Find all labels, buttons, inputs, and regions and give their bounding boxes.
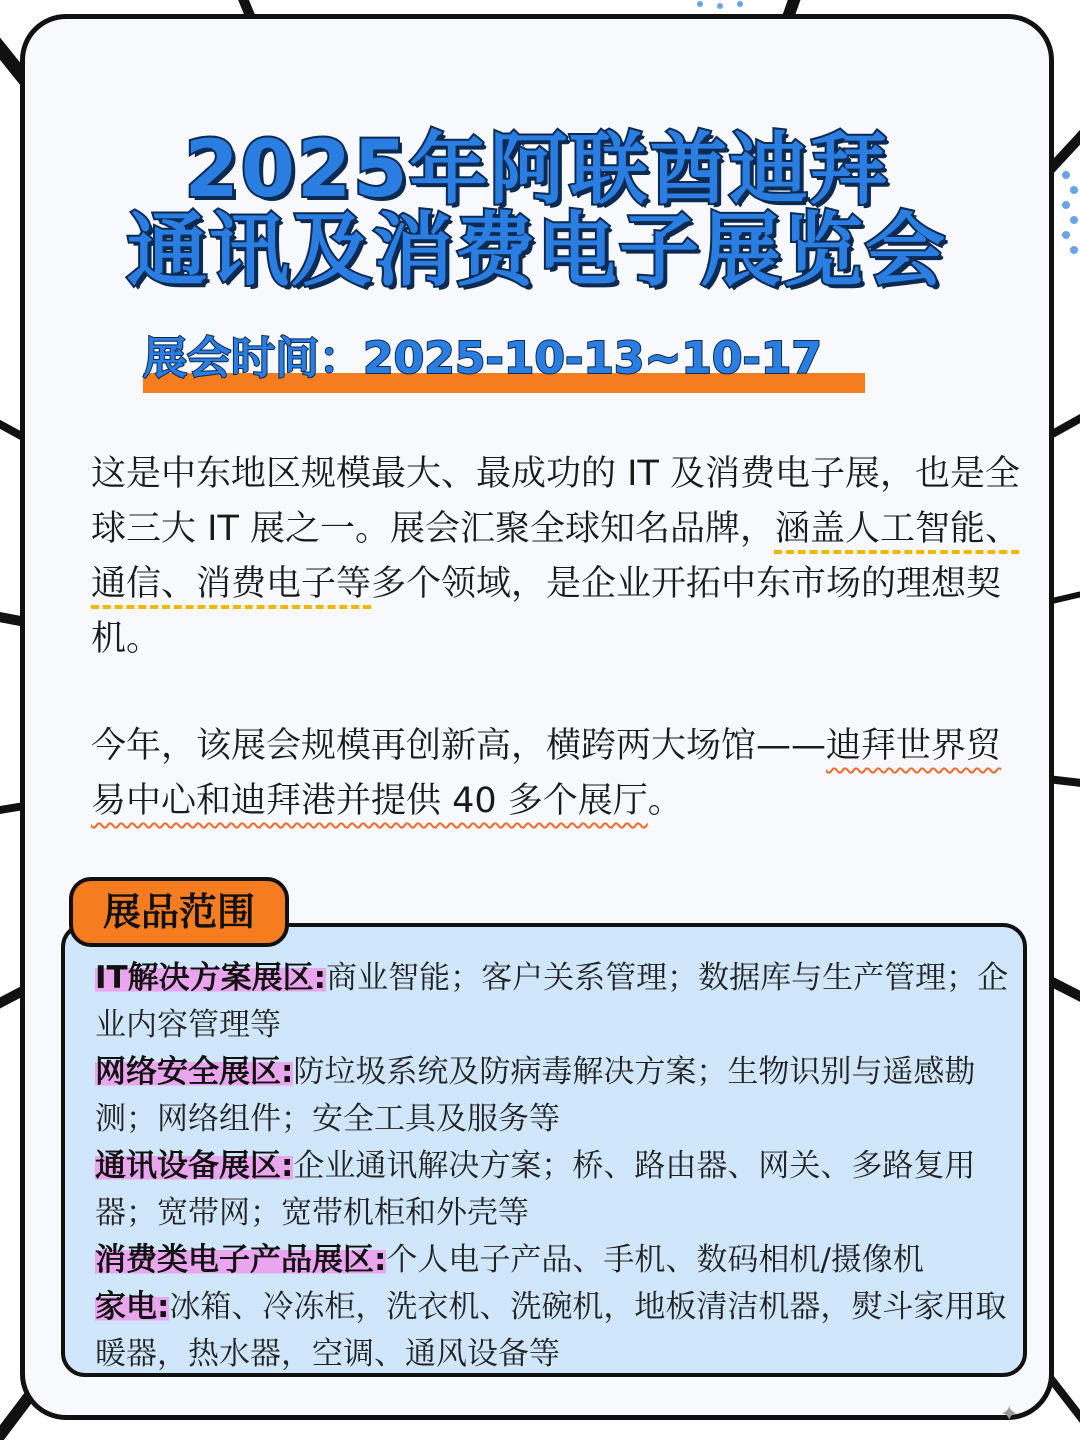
- scope-item-it: [95, 955, 1009, 1049]
- scope-item-consumer: [95, 1237, 1009, 1284]
- title-line-1: 2025年阿联酋迪拜: [184, 125, 890, 215]
- scope-text: 企业通讯解决方案；桥、路由器、网关、多路复用器；宽带网；宽带机柜和外壳等: [95, 1148, 976, 1231]
- scope-item-appliance: [95, 1284, 1009, 1378]
- scope-text: 防垃圾系统及防病毒解决方案；生物识别与遥感勘测；网络组件；安全工具及服务等: [95, 1054, 976, 1137]
- scope-label: IT解决方案展区:: [95, 960, 327, 996]
- scale-text-2: 。: [647, 781, 683, 821]
- scope-label: 消费类电子产品展区:: [95, 1242, 387, 1278]
- sparkle-icon: ✦: [1000, 1402, 1019, 1427]
- scope-text: 商业智能；客户关系管理；数据库与生产管理；企业内容管理等: [95, 960, 1009, 1043]
- title-line-2: 通讯及消费电子展览会: [127, 204, 947, 297]
- intro-text-1: 这是中东地区规模最大、最成功的 IT 及消费电子展，也是全球三大 IT 展之一。展会汇聚全球知名品牌，: [91, 454, 1020, 549]
- scope-heading: 展品范围: [69, 877, 289, 947]
- content-card: [20, 14, 1054, 1420]
- scope-text: 个人电子产品、手机、数码相机/摄像机: [386, 1242, 924, 1278]
- scope-item-telecom: [95, 1143, 1009, 1237]
- exhibition-date: 展会时间：2025-10-13~10-17: [143, 333, 823, 384]
- intro-text-2: 多个领域，是企业开拓中东市场的理想契机。: [91, 564, 1002, 659]
- scope-item-security: [95, 1049, 1009, 1143]
- scale-highlight: 迪拜世界贸易中心和迪拜港并提供 40 多个展厅: [91, 726, 1002, 821]
- intro-highlight: 涵盖人工智能、通信、消费电子等: [91, 509, 1020, 604]
- scope-label: 家电:: [95, 1289, 170, 1325]
- scale-text-1: 今年，该展会规模再创新高，横跨两大场馆——: [91, 726, 827, 766]
- scale-paragraph: [91, 719, 1021, 829]
- scope-label: 网络安全展区:: [95, 1054, 294, 1090]
- scope-text: 冰箱、冷冻柜，洗衣机、洗碗机，地板清洁机器，熨斗家用取暖器，热水器，空调、通风设备等: [95, 1289, 1007, 1372]
- date-banner: [143, 333, 823, 384]
- intro-paragraph: [91, 447, 1021, 667]
- scope-label: 通讯设备展区:: [95, 1148, 294, 1184]
- scope-list: [61, 923, 1027, 1377]
